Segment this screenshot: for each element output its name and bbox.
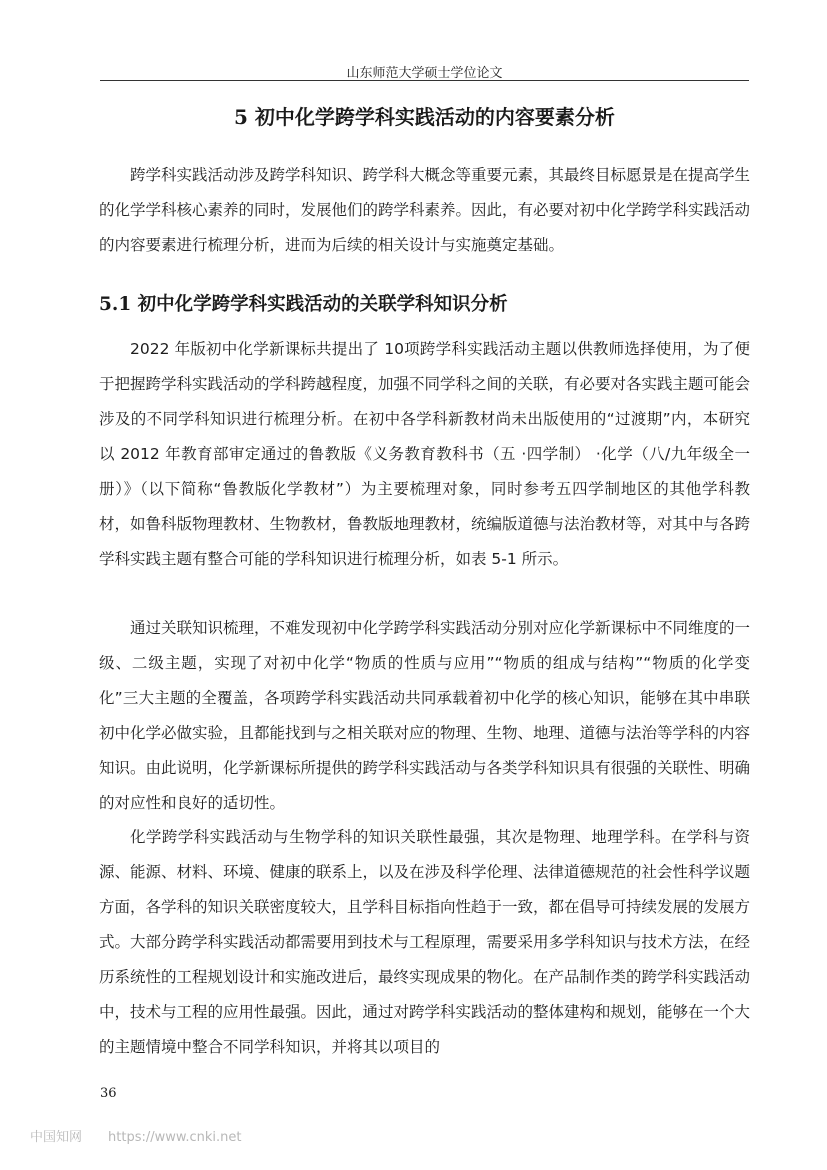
body-paragraph-3: 化学跨学科实践活动与生物学科的知识关联性最强，其次是物理、地理学科。在学科与资源、能源、材料、环境、健康的联系上，以及在涉及科学伦理、法律道德规范的社会性科学议题方面，各学科的知识关联密度较大，且学科目标指向性趋于一致，都在倡导可持续发展的发展方式。大部分跨学科实践活动都需要用到技术与工程原理，需要采用多学科知识与技术方法，在经历系统性的工程规划设计和实施改进后，最终实现成果的物化。在产品制作类的跨学科实践活动中，技术与工程的应用性最强。因此，通过对跨学科实践活动的整体建构和规划，能够在一个大的主题情境中整合不同学科知识，并将其以项目的 xyxy=(99,828,751,1056)
body-paragraph-2: 通过关联知识梳理，不难发现初中化学跨学科实践活动分别对应化学新课标中不同维度的一级、二级主题，实现了对初中化学“物质的性质与应用”“物质的组成与结构”“物质的化学变化”三大主题的全覆盖，各项跨学科实践活动共同承载着初中化学的核心知识，能够在其中串联初中化学必做实验，且都能找到与之相关联对应的物理、生物、地理、道德与法治等学科的内容知识。由此说明，化学新课标所提供的跨学科实践活动与各类学科知识具有很强的关联性、明确的对应性和良好的适切性。 xyxy=(99,619,751,812)
running-header: 山东师范大学硕士学位论文 xyxy=(346,66,503,81)
body-paragraph-1: 2022 年版初中化学新课标共提出了 10项跨学科实践活动主题以供教师选择使用，为了便于把握跨学科实践活动的学科跨越程度，加强不同学科之间的关联，有必要对各实践主题可能会涉及的不同学科知识进行梳理分析。在初中各学科新教材尚未出版使用的“过渡期”内，本研究以 2012 年教育部审定通过的鲁教版《义务教育教科书（五 ·四学制） ·化学（八/九年级全一册）》（以下简称“鲁教版化学教材”）为主要梳理对象，同时参考五四学制地区的其他学科教材，如鲁科版物理教材、生物教材，鲁教版地理教材，统编版道德与法治教材等，对其中与各跨学科实践主题有整合可能的学科知识进行梳理分析，如表 5-1 所示。 xyxy=(99,340,751,568)
watermark xyxy=(30,1126,267,1145)
watermark-url: https://www.cnki.net xyxy=(108,1130,242,1145)
watermark-brand: 中国知网 xyxy=(30,1130,83,1145)
intro-paragraph: 跨学科实践活动涉及跨学科知识、跨学科大概念等重要元素，其最终目标愿景是在提高学生的化学学科核心素养的同时，发展他们的跨学科素养。因此，有必要对初中化学跨学科实践活动的内容要素进行梳理分析，进而为后续的相关设计与实施奠定基础。 xyxy=(99,166,751,254)
chapter-title: 5 初中化学跨学科实践活动的内容要素分析 xyxy=(234,105,615,129)
header-divider xyxy=(100,80,749,81)
section-title: 5.1 初中化学跨学科实践活动的关联学科知识分析 xyxy=(99,294,508,315)
page-number: 36 xyxy=(100,1086,117,1101)
